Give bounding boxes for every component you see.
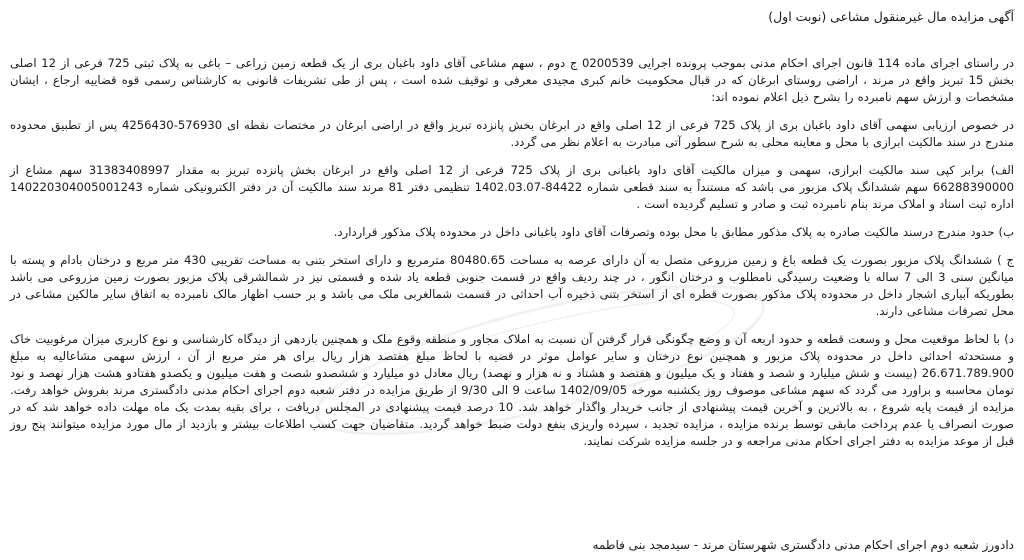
signature-line: دادورز شعبه دوم اجرای احکام مدنی دادگستری شهرستان مرند - سیدمجد بنی فاطمه [592,538,1014,552]
notice-title: آگهی مزایده مال غیرمنقول مشاعی (نوبت اول) [768,9,1014,24]
spacer [10,213,1014,224]
spacer [10,151,1014,162]
spacer [10,320,1014,331]
paragraph-intro: در راستای اجرای ماده 114 قانون اجرای احکام مدنی بموجب پرونده اجرایی 0200539 ج دوم ، سهم مشاعی آقای داود باغبان بری از یک قطعه زمین زراعی – باغی به پلاک ثبتی 725 فرعی از 12 اصلی بخش 15 تبریز واقع در مرند ، اراضی روستای ابرغان که در قبال محکومیت خانم کبری مجیدی معرفی و توقیف شده است ، پس از طی تشریفات قانونی به کارشناس رسمی قوه قضاییه ارجاع ، ایشان مشخصات و ارزش سهم نامبرده را بشرح ذیل اعلام نموده اند: [10,56,1015,104]
paragraph-jim: ج ) ششدانگ پلاک مزبور بصورت یک قطعه باغ و زمین مزروعی متصل به آن دارای عرصه به مساحت 80480.65 مترمربع و دارای استخر بتنی به مساحت تقریبی 430 متر مربع و درختان بادام و پسته با میانگین سنی 3 الی 7 ساله با وضعیت رسیدگی نامطلوب و درختان انگور ، در چند ردیف واقع در قسمت جنوبی قطعه یاد شده و قسمتی نیز در شمالشرقی پلاک مزبور بصورت زمین مزروعی می باشد بطوریکه آبیاری اشجار داخل در محدوده پلاک مذکور بصورت قطره ای از استخر بتنی ذخیره آب احداثی در قسمت شمالغربی ملک می باشد و بر حسب اظهار مالک نامبرده به اتفاق سایر مالکین مشاعی در محل تصرفات مشاعی دارند. [10,253,1014,318]
paragraph-alef: الف) برابر کپی سند مالکیت ابرازی، سهمی و میزان مالکیت آقای داود باغبانی بری از پلاک 725 فرعی از 12 اصلی واقع در ابرغان بخش پانزده تبریز به مقدار 31383408997 سهم مشاع از 66288390000 سهم ششدانگ پلاک مزبور می باشد که مستنداً به سند قطعی شماره 84422-1402.03.07 تنظیمی دفتر 81 مرند سند مالکیت آن در دفتر الکترونیکی شماره 140220304005001243 اداره ثبت اسناد و املاک مرند بنام نامبرده ثبت و صادر و تسلیم گردیده است . [10,163,1015,211]
paragraph-dal: د) با لحاظ موقعیت محل و وسعت قطعه و حدود اربعه آن و وضع چگونگی قرار گرفتن آن نسبت به املاک مجاور و منطقه وقوع ملک و همچنین بازدهی از دیدگاه کارشناسی و نوع کاربری میزان مرغوبیت خاک و مستحدثه احداثی داخل در محدوده پلاک مزبور و همچنین نوع درختان و سایر عوامل موثر در قضیه با لحاظ مبلغ هفتصد هزار ریال برای هر متر مربع از آن ، ارزش سهمی مشاعالیه به مبلغ 26.671.789.900 (بیست و شش میلیارد و شصد و هفتاد و یک میلیون و هفتصد و هشتاد و نه هزار و نهصد) ریال معادل دو میلیارد و ششصدو شصت و هفت میلیون و یکصدو هفتادو هشت هزار نهصد و نود تومان محاسبه و براورد می گردد که سهم مشاعی موصوف روز یکشنبه مورخه 1402/09/05 ساعت 9 الی 9/30 از طریق مزایده در دفتر شعبه دوم اجرای احکام مدنی دادگستری مرند بفروش خواهد رفت. مزایده از قیمت پایه شروع ، به بالاترین و آخرین قیمت پیشنهادی از جانب خریدار واگذار خواهد شد. 10 درصد قیمت پیشنهادی در المجلس دریافت ، برای بقیه بمدت یک ماه مهلت داده خواهد شد که در صورت انصراف یا عدم پرداخت مابقی توسط برنده مزایده ، مزایده تجدید ، سپرده واریزی بنفع دولت ضبط خواهد گردید. متقاضیان جهت کسب اطلاعات بیشتر و بازدید از مال مورد مزایده میتوانند پنج روز قبل از موعد مزایده به دفتر اجرای احکام مدنی مراجعه و در جلسه مزایده شرکت نمایند. [10,332,1014,448]
spacer [10,106,1014,117]
paragraph-assessment: در خصوص ارزیابی سهمی آقای داود باغبان بری از پلاک 725 فرعی از 12 اصلی واقع در ابرغان بخش پانزده تبریز واقع در اراضی ابرغان در مختصات نقطه ای 576930-4256430 پس از تطبیق محدوده مندرج در سند مالکیت ابرازی با محل و معاینه محلی به شرح سطور آتی مبادرت به اعلام نظر می گردد. [10,118,1014,149]
spacer [10,26,1014,55]
paragraph-be: ب) حدود مندرج درسند مالکیت صادره به پلاک مذکور مطابق با محل بوده وتصرفات آقای داود باغبانی داخل در محدوده پلاک مذکور قراردارد. [333,225,1014,239]
spacer [10,241,1014,252]
